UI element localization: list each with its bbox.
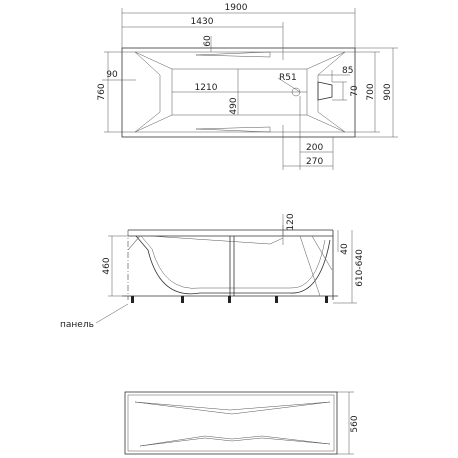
panel-label: панель: [60, 320, 94, 330]
dim-overall-length: 1900: [224, 3, 248, 13]
dim-headrest: 120: [286, 213, 296, 231]
dim-rim: 40: [340, 243, 350, 255]
overflow-icon: [318, 82, 332, 100]
dim-depth: 460: [102, 257, 112, 275]
top-view: [97, 3, 398, 170]
panel-motif-bottom: [140, 436, 330, 446]
front-panel: [125, 392, 337, 454]
tub-legs: [131, 296, 328, 303]
dim-panel-height: 560: [350, 415, 360, 433]
tub-outline-top: [122, 48, 355, 137]
panel-view: [125, 392, 360, 454]
dim-total-height: 610-640: [355, 249, 365, 287]
dim-top-rim: 60: [203, 35, 213, 47]
dim-drain-270: 270: [306, 157, 324, 167]
dim-overall-width: 900: [383, 83, 393, 101]
dim-drain-200: 200: [306, 143, 324, 153]
dim-drain-offset: 85: [342, 66, 354, 76]
dim-bottom-length: 1210: [194, 83, 218, 93]
dim-left-rim: 90: [106, 70, 118, 80]
dim-drain-small: 70: [350, 85, 360, 97]
dim-inner-width: 700: [366, 83, 376, 101]
side-view: [60, 213, 365, 330]
tub-profile: [136, 236, 330, 294]
dim-left-height: 760: [97, 83, 107, 101]
dim-radius: R51: [279, 73, 297, 83]
dim-inner-length: 1430: [190, 17, 214, 27]
dim-bottom-width: 490: [229, 97, 239, 115]
panel-motif-top: [135, 402, 330, 414]
